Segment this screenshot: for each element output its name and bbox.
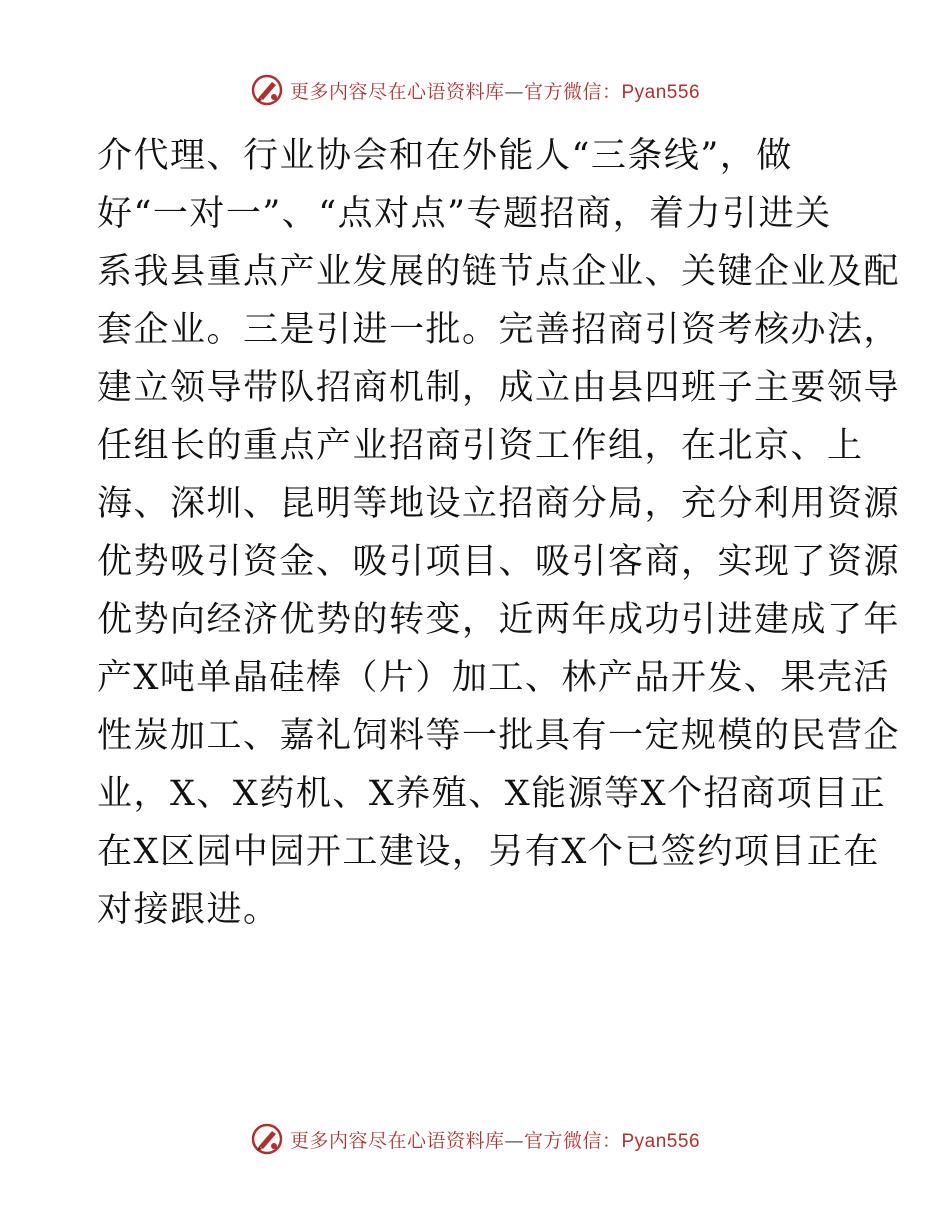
body-line: 产X吨单晶硅棒（片）加工、林产品开发、果壳活	[97, 658, 890, 698]
header-banner	[0, 70, 950, 110]
header-banner-sep: —	[504, 80, 524, 103]
header-banner-wechat: 官方微信：Pyan556	[524, 81, 701, 103]
header-banner-inner	[250, 73, 700, 107]
body-line: 好“一对一”、“点对点”专题招商，着力引进关	[97, 194, 832, 234]
footer-banner-wechat: 官方微信：Pyan556	[524, 1130, 701, 1152]
pen-seal-icon	[250, 73, 284, 107]
body-line: 对接跟进。	[97, 890, 280, 930]
body-line: 建立领导带队招商机制，成立由县四班子主要领导	[97, 368, 901, 408]
body-line: 优势向经济优势的转变，近两年成功引进建成了年	[97, 600, 901, 640]
header-banner-main: 更多内容尽在心语资料库	[289, 80, 505, 103]
footer-banner-sep: —	[504, 1129, 524, 1152]
pen-seal-icon	[250, 1122, 284, 1156]
body-line: 业，X、X药机、X养殖、X能源等X个招商项目正	[97, 774, 887, 814]
footer-banner	[0, 1119, 950, 1159]
body-line: 任组长的重点产业招商引资工作组，在北京、上	[97, 426, 864, 466]
body-line: 系我县重点产业发展的链节点企业、关键企业及配	[97, 252, 901, 292]
body-line: 套企业。三是引进一批。完善招商引资考核办法，	[97, 310, 901, 350]
body-line: 在X区园中园开工建设，另有X个已签约项目正在	[97, 832, 880, 872]
footer-banner-main: 更多内容尽在心语资料库	[289, 1129, 505, 1152]
header-banner-text	[290, 77, 700, 104]
document-body	[97, 127, 901, 939]
footer-banner-text	[290, 1126, 700, 1153]
footer-banner-inner	[250, 1122, 700, 1156]
body-line: 性炭加工、嘉礼饲料等一批具有一定规模的民营企	[97, 716, 901, 756]
body-line: 海、深圳、昆明等地设立招商分局，充分利用资源	[97, 484, 901, 524]
body-line: 介代理、行业协会和在外能人“三条线”，做	[97, 136, 793, 176]
body-line: 优势吸引资金、吸引项目、吸引客商，实现了资源	[97, 542, 901, 582]
